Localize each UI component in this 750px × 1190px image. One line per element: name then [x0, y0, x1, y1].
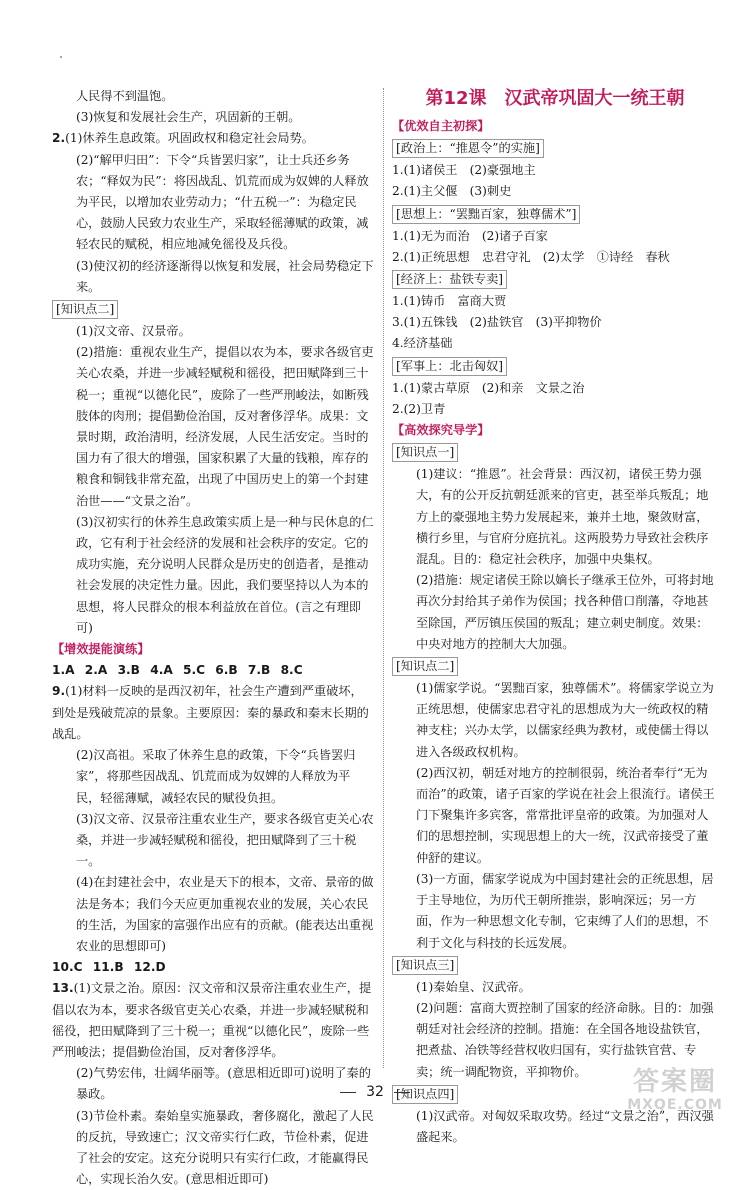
text-content: (3)恢复和发展社会生产，巩固新的王朝。 [76, 110, 301, 125]
question-number: 2. [52, 131, 66, 146]
text-content: 4.经济基础 [392, 336, 453, 351]
bracket-label: [思想上：“罢黜百家，独尊儒术”] [392, 205, 580, 224]
text-line [392, 181, 718, 202]
text-content: (3)汉初实行的休养生息政策实质上是一种与民休息的仁政，它有利于社会经济的发展和社会秩序的安定。它的成功实施，充分说明人民群众是历史的创造者，是推动社会发展的决定性力量。因此，我们要坚持以人为本的思想，将人民群众的根本利益放在首位。(言之有理即可) [76, 514, 374, 635]
text-line [392, 399, 718, 420]
bracket-label: [知识点一] [392, 443, 458, 462]
text-line [52, 745, 374, 809]
text-content: (2)措施：重视农业生产，提倡以农为本，要求各级官吏关心农桑，并进一步减轻赋税和徭役，把田赋降到三十税一；重视“以德化民”，废除了一些严刑峻法，如断残肢体的肉刑；提倡勤俭治国，反对奢侈浮华。成果：文景时期，政治清明，经济发展，人民生活安定。当时的国力有了很大的增强，国家积累了大量的钱粮，库存的粮食和铜钱非常充盈，出现了中国历史上的第一个封建治世——“文景之治”。 [76, 345, 374, 508]
bracket-label: [政治上：“推恩令”的实施] [392, 139, 544, 158]
text-content: (3)节俭朴素。秦始皇实施暴政，奢侈腐化，激起了人民的反抗，导致速亡；汉文帝实行仁政，节俭朴素，促进了社会的安定。这充分说明只有实行仁政，才能赢得民心，实现长治久安。(意思相近即可) [76, 1108, 374, 1187]
bracket-heading [392, 137, 718, 160]
right-column [392, 86, 718, 1148]
text-line [52, 872, 374, 957]
text-content: 【高效探究导学】 [392, 423, 490, 438]
text-content: 2.(1)主父偃 (3)刺史 [392, 184, 512, 199]
text-content: 10.C 11.B 12.D [52, 960, 166, 975]
text-line [52, 1106, 374, 1190]
text-line [392, 678, 718, 763]
text-line [52, 809, 374, 873]
text-line [52, 107, 374, 128]
text-content: (1)建议：“推恩”。社会背景：西汉初，诸侯王势力强大，有的公开反抗朝廷派来的官吏，甚至举兵叛乱；地方上的豪强地主势力发展起来，兼并土地，聚敛财富，横行乡里，与官府分庭抗礼。这两股势力导致社会秩序混乱。目的：稳定社会秩序，加强中央集权。 [416, 467, 709, 567]
text-content: (2)汉高祖。采取了休养生息的政策，下令“兵皆罢归家”，将那些因战乱、饥荒而成为奴婢的人释放为平民，轻徭薄赋，减轻农民的赋役负担。 [76, 748, 356, 805]
section-heading [392, 420, 718, 441]
text-content: (1)材料一反映的是西汉初年，社会生产遭到严重破坏，到处是残破荒凉的景象。主要原因：秦的暴政和秦末长期的战乱。 [52, 684, 369, 741]
text-content: (3)汉文帝、汉景帝注重农业生产，要求各级官吏关心农桑，并进一步减轻赋税和徭役，把田赋降到了三十税一。 [76, 811, 374, 869]
text-content: (1)休养生息政策。巩固政权和稳定社会局势。 [65, 131, 314, 146]
text-content: 1.(1)铸币 富商大贾 [392, 294, 507, 309]
text-line [52, 681, 374, 745]
bracket-heading [392, 203, 718, 226]
watermark-url: MXQE.COM [627, 1097, 723, 1113]
text-line [392, 464, 718, 570]
text-line [392, 226, 718, 247]
text-line [52, 128, 374, 149]
text-line [392, 247, 718, 268]
text-content: (1)汉武帝。对匈奴采取攻势。经过“文景之治”，西汉强盛起来。 [416, 1108, 714, 1144]
bracket-heading [392, 655, 718, 678]
text-content: (2)气势宏伟，壮阔华丽等。(意思相近即可)说明了秦的暴政。 [76, 1066, 371, 1102]
section-heading [392, 116, 718, 137]
text-line [392, 333, 718, 354]
text-line [52, 978, 374, 1063]
text-line [392, 763, 718, 869]
text-content: 1.(1)诸侯王 (2)豪强地主 [392, 163, 536, 178]
text-line [52, 957, 374, 978]
bracket-heading [52, 298, 374, 321]
text-content: 3.(1)五铢钱 (2)盐铁官 (3)平抑物价 [392, 315, 602, 330]
text-content: 人民得不到温饱。 [76, 89, 174, 103]
text-content: (2)措施：规定诸侯王除以嫡长子继承王位外，可将封地再次分封给其子弟作为侯国；找各种借口削藩，夺地甚至除国，严厉镇压侯国的叛乱；建立刺史制度。效果：中央对地方的控制大大加强。 [416, 573, 714, 651]
lesson-title: 第12课 汉武帝巩固大一统王朝 [425, 88, 685, 109]
text-content: (3)一方面，儒家学说成为中国封建社会的正统思想，居于主导地位，为历代王朝所推崇，影响深远；另一方面，作为一种思想文化专制，它束缚了人们的思想，不利于文化与科技的长远发展。 [416, 871, 714, 950]
text-content: 2.(1)正统思想 忠君守礼 (2)太学 ①诗经 春秋 [392, 249, 670, 264]
text-line [392, 977, 718, 998]
watermark-logo-text: 答案圈 [632, 1067, 717, 1097]
text-content: (1)秦始皇、汉武帝。 [416, 979, 531, 994]
bracket-label: [军事上：北击匈奴] [392, 357, 507, 376]
bracket-label: [知识点四] [392, 1085, 458, 1104]
text-line [52, 512, 374, 639]
text-line [392, 869, 718, 954]
text-line [52, 321, 374, 342]
left-column [52, 86, 374, 1190]
text-content: 1.(1)无为而治 (2)诸子百家 [392, 228, 548, 243]
text-line [52, 342, 374, 512]
text-line [392, 291, 718, 312]
question-number: 13. [52, 981, 74, 996]
section-heading [52, 639, 374, 660]
text-content: (2)“解甲归田”：下令“兵皆罢归家”，让士兵还乡务农；“释奴为民”：将因战乱、饥荒而成为奴婢的人释放为平民，以增加农业劳动力；“什五税一”：为稳定民心，鼓励人民致力农业生产，采取轻徭薄赋的政策，减轻农民的赋税，相应地减免徭役及兵役。 [76, 152, 369, 252]
page-number-text: 32 [366, 1084, 384, 1100]
scan-dot [60, 56, 62, 58]
bracket-label: [知识点二] [52, 300, 118, 319]
text-content: (1)文景之治。原因：汉文帝和汉景帝注重农业生产，提倡以农为本，要求各级官吏关心农桑，并进一步减轻赋税和徭役，把田赋降到了三十税一；重视“以德化民”，废除一些严刑峻法；提倡勤俭治国，反对奢侈浮华。 [52, 981, 372, 1059]
bracket-heading [392, 268, 718, 291]
text-content: 1.A 2.A 3.B 4.A 5.C 6.B 7.B 8.C [52, 663, 303, 678]
watermark-logo [610, 1068, 740, 1118]
bracket-label: [知识点二] [392, 657, 458, 676]
text-line [52, 86, 374, 107]
bracket-heading [392, 954, 718, 977]
text-content: 2.(2)卫青 [392, 401, 446, 416]
text-line [52, 660, 374, 681]
text-line [392, 570, 718, 655]
text-line [52, 150, 374, 256]
text-content: (2)西汉初，朝廷对地方的控制很弱，统治者奉行“无为而治”的政策，诸子百家的学说在社会上很流行。诸侯王门下聚集许多宾客，常常批评皇帝的政策。为加强对人们的思想控制，实现思想上的大一统，汉武帝接受了董仲舒的建议。 [416, 765, 715, 865]
text-content: (2)问题：富商大贾控制了国家的经济命脉。目的：加强朝廷对社会经济的控制。措施：在全国各地设盐铁官，把煮盐、冶铁等经营权收归国有，实行盐铁官营、专卖；统一调配物资，平抑物价。 [416, 1000, 714, 1079]
bracket-label: [经济上：盐铁专卖] [392, 270, 507, 289]
text-line [392, 160, 718, 181]
text-content: (4)在封建社会中，农业是天下的根本，文帝、景帝的做法是务本；我们今天应更加重视农业的发展，关心农民的生活，为国家的富强作出应有的贡献。(能表达出重视农业的思想即可) [76, 875, 374, 953]
text-line [52, 256, 374, 298]
column-divider [383, 88, 384, 1068]
text-line [392, 312, 718, 333]
bracket-label: [知识点三] [392, 956, 458, 975]
text-content: (1)汉文帝、汉景帝。 [76, 324, 191, 339]
text-line [392, 378, 718, 399]
question-number: 9. [52, 684, 66, 699]
bracket-heading [392, 441, 718, 464]
text-content: (1)儒家学说。“罢黜百家，独尊儒术”。将儒家学说立为正统思想，使儒家忠君守礼的思想成为大一统政权的精神支柱；兴办太学，以儒家经典为教材，或使儒士得以进入各级政权机构。 [416, 681, 714, 759]
bracket-heading [392, 355, 718, 378]
text-content: 【增效提能演练】 [52, 642, 150, 657]
text-content: 1.(1)蒙古草原 (2)和亲 文景之治 [392, 380, 585, 395]
text-content: 【优效自主初探】 [392, 119, 490, 133]
text-content: (3)使汉初的经济逐渐得以恢复和发展，社会局势稳定下来。 [76, 258, 374, 294]
